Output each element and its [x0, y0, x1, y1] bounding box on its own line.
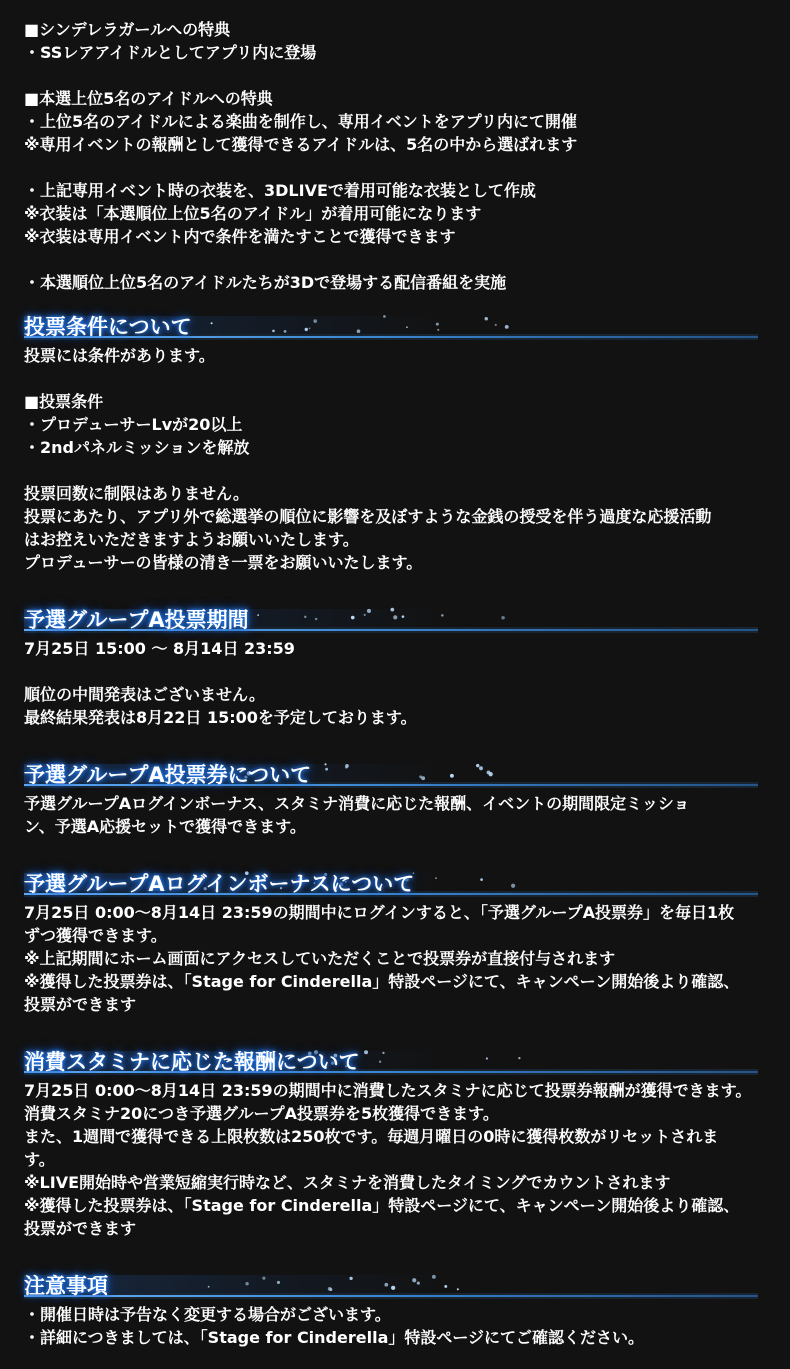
- section-heading: [24, 756, 768, 790]
- blank-line: [24, 1016, 768, 1039]
- text-line: ■シンデレラガールへの特典: [24, 20, 231, 39]
- text-line: 投票ができます: [24, 1219, 137, 1238]
- section-heading: [24, 865, 768, 899]
- notice-section: [24, 838, 768, 1016]
- text-line: 投票にあたり、アプリ外で総選挙の順位に影響を及ぼすような金銭の授受を伴う過度な応援活動: [24, 507, 712, 526]
- blank-line: [24, 729, 768, 752]
- text-line: ※獲得した投票券は、「Stage for Cinderella」特設ページにて、キャンペーン開始後より確認、: [24, 972, 740, 991]
- section-body: [24, 1303, 768, 1349]
- spacer: [24, 294, 768, 304]
- text-line: はお控えいただきますようお願いいたします。: [24, 530, 359, 549]
- blank-line: [24, 459, 768, 482]
- text-line: ・2ndパネルミッションを解放: [24, 438, 250, 457]
- text-line: ■本選上位5名のアイドルへの特典: [24, 89, 273, 108]
- intro-benefits: [24, 18, 768, 294]
- text-line: 最終結果発表は8月22日 15:00を予定しております。: [24, 708, 417, 727]
- text-line: ■投票条件: [24, 392, 104, 411]
- blank-line: [24, 64, 768, 87]
- notice-section: [24, 294, 768, 574]
- text-line: す。: [24, 1150, 55, 1169]
- text-line: ※衣装は「本選順位上位5名のアイドル」が着用可能になります: [24, 204, 482, 223]
- text-line: ・上記専用イベント時の衣装を、3DLIVEで着用可能な衣装として作成: [24, 181, 536, 200]
- notice-page: [24, 18, 768, 1349]
- text-line: 7月25日 0:00〜8月14日 23:59の期間中にログインすると、「予選グループA投票券」を毎日1枚: [24, 903, 735, 922]
- text-line: 予選グループAログインボーナス、スタミナ消費に応じた報酬、イベントの期間限定ミッショ: [24, 794, 690, 813]
- notice-section: [24, 729, 768, 838]
- heading-sparkle-rule: [24, 1267, 760, 1301]
- section-body: [24, 1079, 768, 1240]
- text-line: 7月25日 15:00 〜 8月14日 23:59: [24, 639, 295, 658]
- section-title: 予選グループA投票期間: [24, 608, 249, 632]
- section-heading: [24, 308, 768, 342]
- text-line: プロデューサーの皆様の清き一票をお願いいたします。: [24, 553, 423, 572]
- text-line: また、1週間で獲得できる上限枚数は250枚です。毎週月曜日の0時に獲得枚数がリセットされま: [24, 1127, 719, 1146]
- blank-line: [24, 574, 768, 597]
- section-body: [24, 901, 768, 1016]
- section-title: 予選グループAログインボーナスについて: [24, 872, 415, 896]
- text-line: 投票ができます: [24, 995, 137, 1014]
- text-line: ・詳細につきましては、「Stage for Cinderella」特設ページにてご確認ください。: [24, 1328, 645, 1347]
- notice-sections: [24, 294, 768, 1349]
- blank-line: [24, 660, 768, 683]
- text-line: ・プロデューサーLvが20以上: [24, 415, 243, 434]
- section-title: 予選グループA投票券について: [24, 763, 312, 787]
- notice-section: [24, 1240, 768, 1349]
- notice-section: [24, 574, 768, 729]
- text-line: ※獲得した投票券は、「Stage for Cinderella」特設ページにて、キャンペーン開始後より確認、: [24, 1196, 740, 1215]
- text-line: 投票回数に制限はありません。: [24, 484, 249, 503]
- text-line: ・SSレアアイドルとしてアプリ内に登場: [24, 43, 317, 62]
- blank-line: [24, 156, 768, 179]
- text-line: ずつ獲得できます。: [24, 926, 167, 945]
- text-line: ※上記期間にホーム画面にアクセスしていただくことで投票券が直接付与されます: [24, 949, 616, 968]
- blank-line: [24, 1240, 768, 1263]
- section-body: [24, 792, 768, 838]
- section-body: [24, 344, 768, 574]
- section-body: [24, 637, 768, 729]
- blank-line: [24, 248, 768, 271]
- text-line: ・開催日時は予告なく変更する場合がございます。: [24, 1305, 391, 1324]
- text-line: 順位の中間発表はございません。: [24, 685, 265, 704]
- text-line: ※専用イベントの報酬として獲得できるアイドルは、5名の中から選ばれます: [24, 135, 578, 154]
- section-title: 消費スタミナに応じた報酬について: [24, 1050, 360, 1074]
- notice-section: [24, 1016, 768, 1240]
- blank-line: [24, 838, 768, 861]
- text-line: 7月25日 0:00〜8月14日 23:59の期間中に消費したスタミナに応じて投票券報酬が獲得できます。: [24, 1081, 752, 1100]
- text-line: 投票には条件があります。: [24, 346, 215, 365]
- section-heading: [24, 601, 768, 635]
- text-line: ・本選順位上位5名のアイドルたちが3Dで登場する配信番組を実施: [24, 273, 507, 292]
- text-line: ※LIVE開始時や営業短縮実行時など、スタミナを消費したタイミングでカウントされます: [24, 1173, 671, 1192]
- blank-line: [24, 367, 768, 390]
- section-title: 投票条件について: [24, 315, 192, 339]
- text-line: ・上位5名のアイドルによる楽曲を制作し、専用イベントをアプリ内にて開催: [24, 112, 578, 131]
- section-title: 注意事項: [24, 1274, 108, 1298]
- text-line: ン、予選A応援セットで獲得できます。: [24, 817, 306, 836]
- text-line: ※衣装は専用イベント内で条件を満たすことで獲得できます: [24, 227, 456, 246]
- text-line: 消費スタミナ20につき予選グループA投票券を5枚獲得できます。: [24, 1104, 499, 1123]
- section-heading: [24, 1267, 768, 1301]
- section-heading: [24, 1043, 768, 1077]
